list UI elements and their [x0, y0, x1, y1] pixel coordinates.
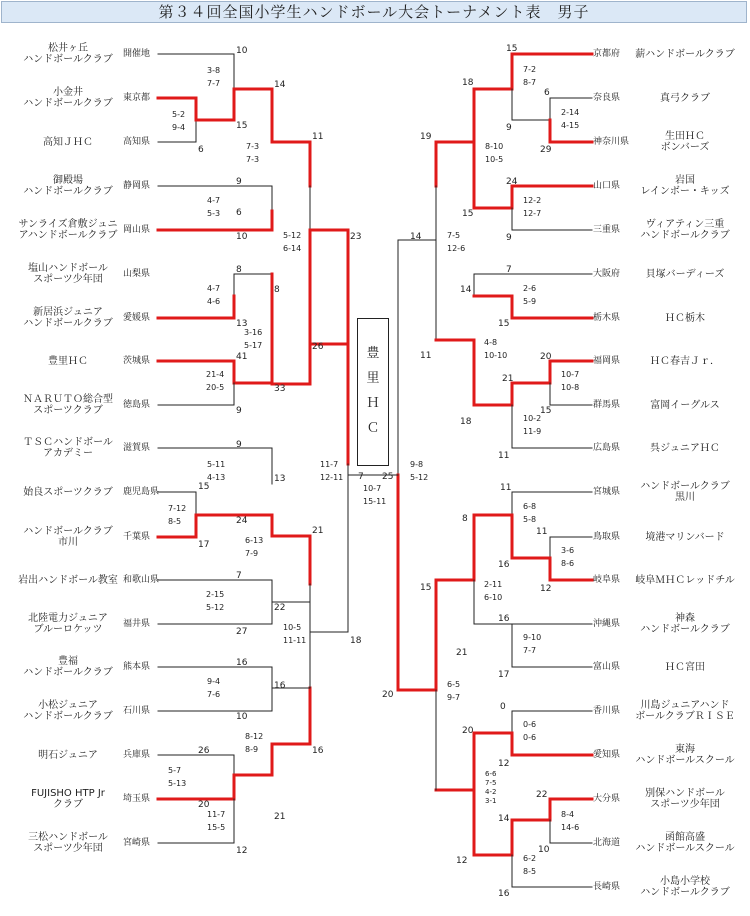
- team-name-line: 薪ハンドボールクラブ: [635, 48, 735, 60]
- left-team-name: [8, 394, 128, 416]
- score-total: 18: [462, 78, 474, 88]
- team-name-line: 高知ＪＨＣ: [43, 136, 93, 148]
- score-total: 16: [274, 681, 286, 691]
- half-score: 4-6: [207, 297, 221, 306]
- team-name-line: ハンドボールクラブ: [640, 481, 730, 492]
- half-score: 9-4: [172, 123, 186, 132]
- team-name-line: ハンドボールクラブ: [23, 186, 113, 197]
- score-total: 26: [312, 342, 324, 352]
- half-score: 4-15: [561, 121, 580, 130]
- half-score: 3-8: [207, 66, 221, 75]
- score-total: 7: [236, 571, 242, 581]
- score-total: 11: [498, 451, 510, 461]
- team-name-line: 御殿場: [53, 175, 83, 186]
- team-name-line: ハンドボールクラブ: [23, 711, 113, 722]
- score-total: 8: [274, 285, 280, 295]
- score-total: 29: [540, 145, 552, 155]
- score-total: 11: [312, 132, 324, 142]
- score-total: 16: [498, 560, 510, 570]
- half-score: 5-8: [523, 515, 537, 524]
- team-name-line: 黒川: [675, 492, 695, 503]
- right-prefecture: 山口県: [593, 181, 621, 191]
- half-score: 15-11: [363, 497, 387, 506]
- left-prefecture: 千葉県: [123, 532, 151, 542]
- right-team-name: [625, 481, 745, 503]
- half-score: 4-7: [207, 284, 221, 293]
- left-prefecture: 愛媛県: [123, 313, 151, 323]
- half-score: 8-12: [245, 732, 264, 741]
- score-total: 12: [498, 759, 510, 769]
- team-name-line: 塩山ハンドボール: [28, 263, 108, 274]
- half-score: 8-7: [523, 78, 537, 87]
- right-team-name: [625, 832, 745, 854]
- half-score: 6-10: [484, 593, 503, 602]
- score-total: 10: [538, 845, 550, 855]
- score-total: 20: [382, 690, 394, 700]
- half-score: 5-12: [206, 603, 225, 612]
- left-prefecture: 徳島県: [123, 400, 151, 410]
- right-team-name: [625, 876, 745, 898]
- half-score: 6-2: [523, 854, 537, 863]
- score-total: 12: [236, 846, 248, 856]
- score-total: 19: [420, 132, 432, 142]
- left-prefecture: 和歌山県: [123, 575, 160, 585]
- team-name-line: ハンドボールクラブ: [23, 98, 113, 109]
- half-score: 7-3: [246, 142, 260, 151]
- right-team-name: [625, 175, 745, 197]
- score-total: 9: [236, 440, 242, 450]
- score-total: 15: [420, 583, 432, 593]
- score-total: 20: [540, 352, 552, 362]
- score-total: 41: [236, 352, 248, 362]
- left-team-name: [8, 219, 128, 241]
- champion-char: Ｈ: [366, 396, 380, 411]
- team-name-line: 富岡イーグルス: [650, 399, 720, 411]
- half-score: 4-8: [484, 338, 498, 347]
- team-name-line: ＴＳＣハンドボール: [23, 437, 113, 448]
- half-score: 2-15: [206, 590, 225, 599]
- score-total: 33: [274, 384, 286, 394]
- score-total: 14: [410, 232, 422, 242]
- half-score: 10-10: [484, 351, 508, 360]
- left-team-name: [8, 750, 128, 761]
- half-score: 5-2: [172, 110, 186, 119]
- score-total: 20: [462, 726, 474, 736]
- half-score: 12-7: [523, 209, 542, 218]
- left-prefecture: 岡山県: [123, 225, 151, 235]
- score-total: 23: [350, 232, 362, 242]
- left-team-name: [8, 307, 128, 329]
- half-score: 6-5: [447, 680, 461, 689]
- half-score: 9-4: [207, 677, 221, 686]
- team-name-line: アハンドボールクラブ: [18, 230, 118, 241]
- left-prefecture: 山梨県: [123, 269, 151, 279]
- half-score: 5-17: [244, 341, 263, 350]
- team-name-line: ハンドボールクラブ: [23, 318, 113, 329]
- right-prefecture: 北海道: [593, 838, 621, 848]
- left-team-name: [8, 175, 128, 197]
- half-score: 8-6: [561, 559, 575, 568]
- score-total: 14: [498, 814, 510, 824]
- team-name-line: 明石ジュニア: [38, 749, 98, 761]
- half-score: 7-2: [523, 65, 537, 74]
- left-team-name: [8, 656, 128, 678]
- team-name-line: ブルーロケッツ: [33, 624, 103, 635]
- left-team-name: [8, 437, 128, 459]
- team-name-line: FUJISHO HTP Jr: [31, 788, 105, 799]
- score-total: 14: [274, 80, 286, 90]
- right-team-name: [625, 131, 745, 153]
- right-prefecture: 広島県: [593, 443, 621, 453]
- half-score: 5-12: [283, 231, 302, 240]
- team-name-line: ＮＡＲＵＴＯ総合型: [23, 394, 113, 405]
- half-score: 6-13: [245, 536, 264, 545]
- half-score: 12-2: [523, 196, 542, 205]
- half-score: 5-9: [523, 297, 537, 306]
- score-total: 7: [358, 472, 364, 482]
- score-total: 0: [500, 702, 506, 712]
- team-name-line: 豊里ＨＣ: [48, 355, 88, 367]
- half-score: 0-6: [523, 720, 537, 729]
- score-total: 21: [312, 526, 324, 536]
- team-name-line: ハンドボールクラブ: [23, 667, 113, 678]
- half-score: 9-10: [523, 633, 542, 642]
- right-team-name: [625, 662, 745, 673]
- score-total: 21: [456, 648, 468, 658]
- score-total: 16: [236, 658, 248, 668]
- half-score: 20-5: [206, 383, 225, 392]
- team-name-line: 新居浜ジュニア: [33, 307, 103, 318]
- score-total: 16: [498, 889, 510, 899]
- right-prefecture: 福岡県: [593, 356, 621, 366]
- team-name-line: サンライズ倉敷ジュニ: [18, 219, 118, 230]
- half-score: 10-5: [283, 623, 302, 632]
- score-total: 18: [350, 636, 362, 646]
- team-name-line: 岩出ハンドボール教室: [18, 574, 118, 586]
- left-team-name: [8, 87, 128, 109]
- right-team-name: [625, 219, 745, 241]
- half-score: 14-6: [561, 823, 580, 832]
- right-prefecture: 愛知県: [593, 750, 621, 760]
- right-prefecture: 三重県: [593, 225, 621, 235]
- team-name-line: 岩国: [675, 175, 695, 186]
- left-team-name: [8, 487, 128, 498]
- score-total: 20: [198, 800, 210, 810]
- left-prefecture: 滋賀県: [123, 443, 151, 453]
- left-team-name: [8, 43, 128, 65]
- score-total: 9: [506, 233, 512, 243]
- champion-char: Ｃ: [366, 421, 380, 436]
- half-score: 10-8: [561, 383, 580, 392]
- left-team-name: [8, 137, 128, 148]
- left-team-name: [8, 575, 128, 586]
- right-team-name: [625, 744, 745, 766]
- team-name-line: 市川: [58, 537, 78, 548]
- team-name-line: 三松ハンドボール: [28, 832, 108, 843]
- score-total: 10: [236, 46, 248, 56]
- left-prefecture: 茨城県: [123, 356, 151, 366]
- half-score: 9-7: [447, 693, 461, 702]
- half-score: 10-5: [485, 155, 504, 164]
- score-total: 15: [540, 406, 552, 416]
- team-name-line: ＨＣ春吉Ｊｒ．: [650, 355, 720, 367]
- half-score: 21-4: [206, 370, 225, 379]
- half-score: 8-4: [561, 810, 575, 819]
- team-name-line: 境港マリンバード: [645, 531, 725, 543]
- right-team-name: [625, 49, 745, 60]
- team-name-line: ハンドボールクラブ: [23, 526, 113, 537]
- left-prefecture: 兵庫県: [123, 750, 151, 760]
- team-name-line: スポーツ少年団: [650, 799, 720, 810]
- team-name-line: 小松ジュニア: [38, 700, 98, 711]
- team-name-line: 始良スポーツクラブ: [23, 486, 113, 498]
- score-total: 11: [500, 483, 512, 493]
- score-total: 24: [236, 516, 248, 526]
- score-total: 12: [540, 584, 552, 594]
- half-score: 5-3: [207, 209, 221, 218]
- half-score: 8-10: [485, 142, 504, 151]
- score-total: 11: [536, 527, 548, 537]
- team-name-line: レインボー・キッズ: [640, 186, 730, 197]
- team-name-line: ハンドボールクラブ: [640, 624, 730, 635]
- score-total: 21: [502, 374, 514, 384]
- team-name-line: 別保ハンドボール: [645, 788, 725, 799]
- score-total: 6: [544, 88, 550, 98]
- score-total: 14: [460, 285, 472, 295]
- score-total: 15: [506, 44, 518, 54]
- half-score: 5-12: [410, 473, 429, 482]
- half-score: 11-7: [207, 810, 226, 819]
- half-score: 7-5: [447, 231, 461, 240]
- score-total: 22: [274, 603, 286, 613]
- left-prefecture: 鹿児島県: [123, 487, 160, 497]
- right-prefecture: 鳥取県: [593, 532, 621, 542]
- half-score: 6-6: [485, 770, 497, 778]
- left-prefecture: 埼玉県: [123, 794, 151, 804]
- half-score: 15-5: [207, 823, 226, 832]
- right-prefecture: 香川県: [593, 706, 621, 716]
- team-name-line: 豊福: [58, 656, 78, 667]
- left-prefecture: 開催地: [123, 49, 151, 59]
- half-score: 4-13: [207, 473, 226, 482]
- right-team-name: [625, 788, 745, 810]
- team-name-line: ヴィアティン三重: [645, 219, 725, 230]
- half-score: 11-11: [283, 636, 307, 645]
- half-score: 5-7: [168, 766, 182, 775]
- half-score: 8-9: [245, 745, 259, 754]
- right-prefecture: 大阪府: [593, 269, 621, 279]
- score-total: 17: [198, 540, 210, 550]
- right-team-name: [625, 356, 745, 367]
- score-total: 8: [462, 514, 468, 524]
- team-name-line: アカデミー: [43, 448, 93, 459]
- right-prefecture: 沖縄県: [593, 619, 621, 629]
- team-name-line: スポーツクラブ: [33, 405, 103, 416]
- team-name-line: ボールクラブＲＩＳＥ: [635, 711, 735, 722]
- score-total: 8: [236, 265, 242, 275]
- right-prefecture: 奈良県: [593, 93, 621, 103]
- left-team-name: [8, 700, 128, 722]
- half-score: 3-1: [485, 797, 497, 805]
- team-name-line: ＨＣ宮田: [665, 661, 705, 673]
- half-score: 5-11: [207, 460, 226, 469]
- team-name-line: 貝塚バーディーズ: [645, 268, 725, 280]
- score-total: 9: [236, 177, 242, 187]
- half-score: 0-6: [523, 733, 537, 742]
- half-score: 7-6: [207, 690, 221, 699]
- half-score: 4-7: [207, 196, 221, 205]
- right-prefecture: 神奈川県: [593, 137, 630, 147]
- half-score: 10-7: [363, 484, 382, 493]
- team-name-line: ボンバーズ: [660, 142, 710, 153]
- half-score: 10-7: [561, 370, 580, 379]
- score-total: 17: [498, 670, 510, 680]
- champion-box: [357, 318, 389, 466]
- score-total: 13: [236, 319, 248, 329]
- half-score: 3-16: [244, 328, 263, 337]
- right-prefecture: 富山県: [593, 662, 621, 672]
- score-total: 6: [236, 208, 242, 218]
- half-score: 4-2: [485, 788, 497, 796]
- right-team-name: [625, 93, 745, 104]
- half-score: 12-11: [320, 473, 344, 482]
- score-total: 15: [198, 482, 210, 492]
- half-score: 8-5: [523, 867, 537, 876]
- score-total: 22: [536, 790, 548, 800]
- right-prefecture: 栃木県: [593, 313, 621, 323]
- left-prefecture: 高知県: [123, 137, 151, 147]
- team-name-line: 北陸電力ジュニア: [28, 613, 108, 624]
- half-score: 5-13: [168, 779, 187, 788]
- score-total: 21: [274, 812, 286, 822]
- left-prefecture: 東京都: [123, 93, 151, 103]
- right-prefecture: 長崎県: [593, 882, 621, 892]
- score-total: 16: [312, 746, 324, 756]
- score-total: 24: [506, 177, 518, 187]
- right-prefecture: 京都府: [593, 49, 621, 59]
- half-score: 2-11: [484, 580, 503, 589]
- half-score: 7-12: [168, 504, 187, 513]
- score-total: 26: [198, 746, 210, 756]
- team-name-line: 神森: [675, 613, 695, 624]
- team-name-line: ハンドボールスクール: [635, 755, 735, 766]
- right-team-name: [625, 443, 745, 454]
- team-name-line: 松井ヶ丘: [48, 43, 88, 54]
- left-team-name: [8, 832, 128, 854]
- team-name-line: 小島小学校: [660, 876, 710, 887]
- left-team-name: [8, 613, 128, 635]
- left-prefecture: 静岡県: [123, 181, 151, 191]
- score-total: 15: [236, 121, 248, 131]
- half-score: 6-8: [523, 502, 537, 511]
- team-name-line: 呉ジュニアＨＣ: [650, 442, 720, 454]
- half-score: 11-9: [523, 427, 542, 436]
- half-score: 11-7: [320, 460, 339, 469]
- right-team-name: [625, 700, 745, 722]
- right-team-name: [625, 613, 745, 635]
- half-score: 7-7: [523, 646, 537, 655]
- team-name-line: 小金井: [53, 87, 83, 98]
- team-name-line: ハンドボールクラブ: [640, 887, 730, 898]
- half-score: 12-6: [447, 244, 466, 253]
- left-team-name: [8, 356, 128, 367]
- team-name-line: ＨＣ栃木: [665, 312, 705, 324]
- half-score: 6-14: [283, 244, 302, 253]
- half-score: 2-14: [561, 108, 580, 117]
- right-prefecture: 岐阜県: [593, 575, 621, 585]
- score-total: 7: [506, 265, 512, 275]
- score-total: 11: [420, 351, 432, 361]
- champion-char: 豊: [366, 346, 380, 361]
- right-team-name: [625, 269, 745, 280]
- left-team-name: [8, 526, 128, 548]
- team-name-line: ハンドボールクラブ: [640, 230, 730, 241]
- right-team-name: [625, 532, 745, 543]
- team-name-line: 東海: [675, 744, 695, 755]
- half-score: 7-7: [207, 79, 221, 88]
- team-name-line: 函館高盛: [665, 832, 705, 843]
- score-total: 13: [274, 474, 286, 484]
- page-title: 第３４回全国小学生ハンドボール大会トーナメント表 男子: [1, 1, 747, 23]
- right-team-name: [625, 313, 745, 324]
- left-team-name: [8, 263, 128, 285]
- score-total: 9: [236, 406, 242, 416]
- half-score: 2-6: [523, 284, 537, 293]
- team-name-line: クラブ: [53, 799, 83, 810]
- score-total: 6: [198, 145, 204, 155]
- left-prefecture: 熊本県: [123, 662, 151, 672]
- half-score: 8-5: [168, 517, 182, 526]
- half-score: 7-5: [485, 779, 497, 787]
- score-total: 15: [462, 209, 474, 219]
- left-prefecture: 福井県: [123, 619, 151, 629]
- right-team-name: [625, 575, 745, 586]
- score-total: 12: [456, 856, 468, 866]
- half-score: 7-3: [246, 155, 260, 164]
- team-name-line: スポーツ少年団: [33, 274, 103, 285]
- right-prefecture: 群馬県: [593, 400, 621, 410]
- score-total: 16: [498, 614, 510, 624]
- right-prefecture: 大分県: [593, 794, 621, 804]
- team-name-line: ハンドボールスクール: [635, 843, 735, 854]
- team-name-line: 真弓クラブ: [660, 92, 710, 104]
- score-total: 25: [382, 472, 394, 482]
- left-prefecture: 石川県: [123, 706, 151, 716]
- score-total: 10: [236, 712, 248, 722]
- team-name-line: スポーツ少年団: [33, 843, 103, 854]
- half-score: 9-8: [410, 460, 424, 469]
- score-total: 10: [236, 232, 248, 242]
- half-score: 3-6: [561, 546, 575, 555]
- score-total: 15: [498, 319, 510, 329]
- right-prefecture: 宮城県: [593, 487, 621, 497]
- right-team-name: [625, 400, 745, 411]
- half-score: 7-9: [245, 549, 259, 558]
- team-name-line: ハンドボールクラブ: [23, 54, 113, 65]
- team-name-line: 川島ジュニアハンド: [640, 700, 730, 711]
- score-total: 27: [236, 627, 248, 637]
- half-score: 10-2: [523, 414, 542, 423]
- team-name-line: 岐阜ＭＨＣレッドチル: [635, 574, 735, 586]
- left-team-name: [8, 788, 128, 810]
- left-prefecture: 宮崎県: [123, 838, 151, 848]
- team-name-line: 生田ＨＣ: [665, 131, 705, 142]
- score-total: 9: [506, 123, 512, 133]
- champion-char: 里: [366, 371, 380, 386]
- score-total: 18: [460, 417, 472, 427]
